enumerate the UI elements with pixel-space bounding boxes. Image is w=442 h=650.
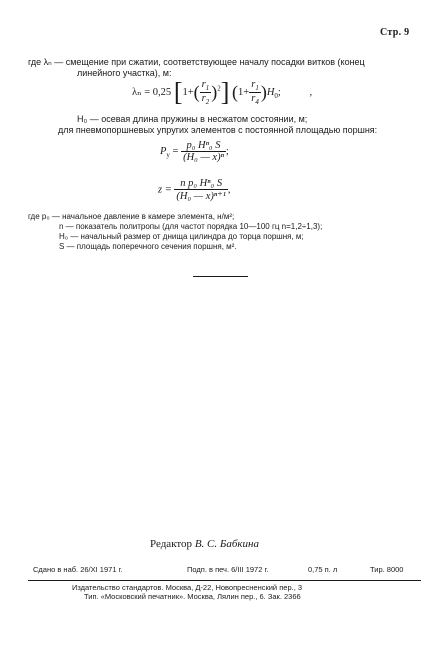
pneumatic-intro: для пневмопоршневых упругих элементов с постоянной площадью поршня: — [58, 125, 378, 135]
page-number: Стр. 9 — [380, 27, 410, 38]
imprint-submitted: Сдано в наб. 26/XI 1971 г. — [33, 565, 123, 574]
editor-label: Редактор — [150, 538, 193, 550]
printer-line: Тип. «Московский печатник». Москва, Лялин пер., 6. Зак. 2366 — [84, 592, 301, 601]
imprint-signed: Подп. в печ. 6/III 1972 г. — [187, 565, 269, 574]
definition-lambda-line2: линейного участка), м: — [77, 68, 172, 78]
section-divider — [193, 276, 248, 277]
legend-s: S — площадь поперечного сечения поршня, м². — [59, 242, 237, 251]
equation-py-numerator: p₀ Hⁿ₀ S — [181, 140, 226, 152]
equation-py: $P_y$ = $\frac{\text{p₀ Hⁿ₀ S}}{\text{(H₀ — x)ⁿ}}$ ; — [160, 140, 229, 163]
legend-h0: H₀ — начальный размер от днища цилиндра до торца поршня, м; — [59, 232, 304, 241]
editor-credit — [150, 538, 259, 550]
equation-lambda-lhs: λₙ = 0,25 — [132, 87, 172, 98]
equation-py-denominator: (H₀ — x)ⁿ — [183, 152, 224, 163]
imprint-rule-top — [28, 580, 421, 581]
equation-z-denominator: (H₀ — x)ⁿ⁺¹ — [176, 191, 226, 202]
equation-z-numerator: n p₀ Hⁿ₀ S — [174, 178, 227, 190]
publisher-line: Издательство стандартов. Москва, Д-22, Новопресненский пер., 3 — [72, 583, 303, 592]
imprint-sheets: 0,75 п. л — [308, 565, 338, 574]
definition-lambda-line1: где λₙ — смещение при сжатии, соответствующее началу посадки витков (конец — [28, 57, 365, 67]
legend-p0: где p₀ — начальное давление в камере элемента, н/м²; — [28, 212, 235, 221]
equation-lambda: λₙ = 0,25 [1+( $\frac{r_1}{r_2}$ )$^2$] (1+ $\frac{r_1}{r_4}$ )$H_0$; , — [132, 77, 313, 107]
imprint-print-run: Тир. 8000 — [370, 565, 404, 574]
editor-name: В. С. Бабкина — [194, 538, 259, 550]
legend-n: n — показатель политропы (для частот порядка 10—100 гц n=1,2÷1,3); — [59, 222, 323, 231]
definition-h0: H₀ — осевая длина пружины в несжатом состоянии, м; — [77, 114, 308, 124]
equation-z: z = $\frac{\text{n p₀ Hⁿ₀ S}}{\text{(H₀ — x)ⁿ⁺¹}}$ , — [158, 178, 231, 202]
